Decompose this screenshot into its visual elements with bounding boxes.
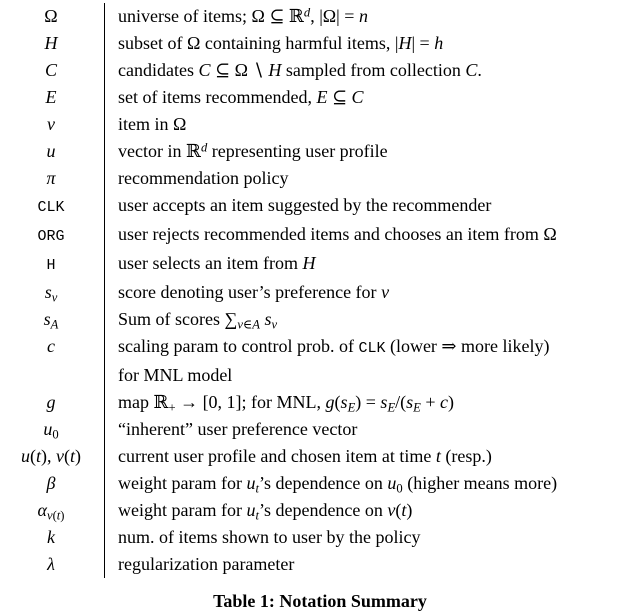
- symbol-cell: H: [44, 33, 58, 53]
- table-row: [0, 84, 640, 111]
- symbol-cell: u(t), v(t): [20, 446, 82, 466]
- table-row: [0, 470, 640, 497]
- table-row: [0, 279, 640, 306]
- table-row: [0, 138, 640, 165]
- description-cell: current user profile and chosen item at time t (resp.): [104, 443, 640, 470]
- description-cell: user selects an item from H: [104, 250, 640, 279]
- symbol-cell: c: [47, 336, 55, 356]
- table-row: [0, 416, 640, 443]
- description-cell: scaling param to control prob. of CLK (lower ⇒ more likely) for MNL model: [104, 333, 640, 389]
- table-row: [0, 165, 640, 192]
- symbol-cell: $s_A$: [43, 309, 59, 332]
- table-row: [0, 30, 640, 57]
- symbol-cell: $s_v$: [44, 282, 58, 305]
- table-row: [0, 306, 640, 333]
- symbol-cell: ORG: [37, 228, 65, 245]
- description-cell: score denoting user’s preference for v: [104, 279, 640, 306]
- description-cell: weight param for $u_t’s$ dependence on v(t): [104, 497, 640, 524]
- table-row: [0, 57, 640, 84]
- description-cell: Sum of scores $\sum_{v\in A}$ $s_v$: [104, 306, 640, 333]
- description-cell: num. of items shown to user by the policy: [104, 524, 640, 551]
- symbol-cell: E: [45, 87, 57, 107]
- description-cell: candidates C ⊆ Ω ∖ H sampled from collection C.: [104, 57, 640, 84]
- symbol-cell: v: [47, 114, 55, 134]
- symbol-cell: u: [46, 141, 56, 161]
- table-row: [0, 389, 640, 416]
- table-row: [0, 250, 640, 279]
- description-cell: regularization parameter: [104, 551, 640, 578]
- description-cell: set of items recommended, E ⊆ C: [104, 84, 640, 111]
- symbol-cell: C: [44, 60, 57, 80]
- symbol-cell: $\alpha_{v(t)}$: [37, 500, 65, 523]
- table-row: [0, 333, 640, 389]
- symbol-cell: π: [46, 168, 56, 188]
- symbol-cell: β: [46, 473, 56, 493]
- symbol-cell: k: [47, 527, 55, 547]
- table-row: [0, 551, 640, 578]
- table-row: [0, 497, 640, 524]
- symbol-cell: H: [46, 257, 56, 274]
- description-cell: “inherent” user preference vector: [104, 416, 640, 443]
- description-cell: user rejects recommended items and chooses an item from Ω: [104, 221, 640, 250]
- table-row: [0, 111, 640, 138]
- description-cell: user accepts an item suggested by the recommender: [104, 192, 640, 221]
- description-cell: universe of items; Ω ⊆ ℝ$^d$, |Ω| = n: [104, 3, 640, 30]
- table-row: [0, 443, 640, 470]
- description-cell: vector in ℝ$^d$ representing user profile: [104, 138, 640, 165]
- symbol-cell: CLK: [37, 199, 65, 216]
- description-cell: map ℝ$_+$ → [0, 1]; for MNL, $g(s_E) = s_E/(s_E + c)$: [104, 389, 640, 416]
- description-cell: subset of Ω containing harmful items, |H| = h: [104, 30, 640, 57]
- symbol-cell: Ω: [44, 6, 58, 26]
- table-row: [0, 3, 640, 30]
- description-cell: weight param for $u_t’s$ dependence on $u_0$ (higher means more): [104, 470, 640, 497]
- table-row: [0, 524, 640, 551]
- table-row: [0, 192, 640, 221]
- symbol-cell: $u_0$: [43, 419, 59, 442]
- description-cell: recommendation policy: [104, 165, 640, 192]
- symbol-cell: λ: [47, 554, 55, 574]
- table-row: [0, 221, 640, 250]
- description-cell: item in Ω: [104, 111, 640, 138]
- symbol-cell: g: [46, 392, 56, 412]
- table-caption: Table 1: Notation Summary: [213, 591, 427, 611]
